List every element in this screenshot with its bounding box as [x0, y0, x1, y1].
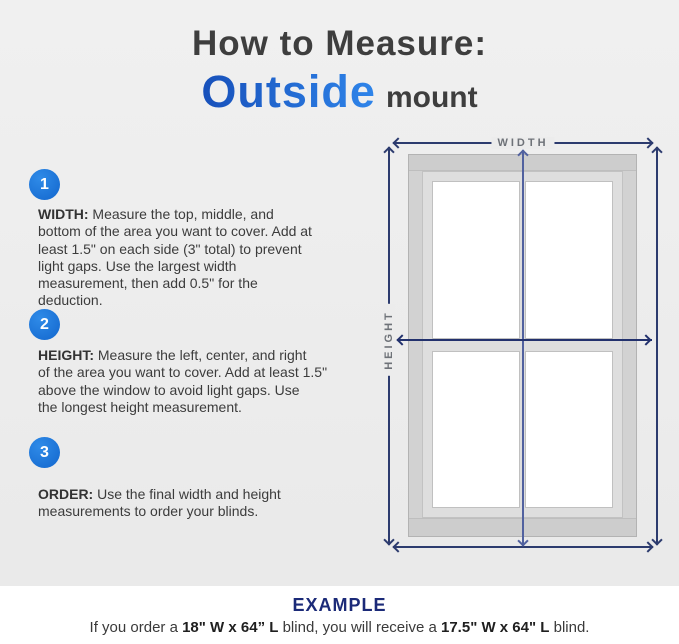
step-2-line	[38, 347, 390, 364]
step-1-line: bottom of the area you want to cover. Add at	[38, 223, 312, 240]
step-1-label: WIDTH:	[38, 206, 89, 222]
step-1-badge	[29, 169, 60, 200]
step-2-number: 2	[40, 315, 49, 333]
step-1-number: 1	[40, 175, 49, 193]
title-block	[0, 24, 679, 118]
step-1-line: measurement, then add 0.5" for the	[38, 275, 258, 292]
step-2-line-rest: Measure the left, center, and right	[94, 347, 307, 363]
step-2-text	[38, 347, 390, 416]
arrowhead-down-icon	[517, 535, 528, 546]
example-ordered-size: 18" W x 64” L	[182, 619, 279, 636]
arrowhead-right-icon	[640, 334, 651, 345]
step-3-line: measurements to order your blinds.	[38, 503, 259, 520]
page-title: How to Measure:	[191, 24, 488, 63]
example-received-size: 17.5" W x 64" L	[441, 619, 550, 636]
arrowhead-up-icon	[383, 146, 394, 157]
example-sentence	[0, 619, 679, 636]
step-2-line: of the area you want to cover. Add at least 1.5"	[38, 364, 328, 381]
example-middle: blind, you will receive a	[278, 619, 441, 636]
arrowhead-down-icon	[383, 534, 394, 545]
center-horizontal-measure-line	[397, 339, 652, 341]
example-prefix: If you order a	[89, 619, 183, 636]
width-label: WIDTH	[491, 137, 554, 149]
arrowhead-down-icon	[651, 534, 662, 545]
title-mount-word: mount	[385, 81, 478, 114]
height-dimension-line-right	[656, 147, 658, 545]
step-1-text	[38, 206, 390, 310]
window-pane	[432, 351, 520, 509]
window-pane	[525, 181, 613, 339]
step-1-line: least 1.5" on each side (3" total) to prevent	[38, 240, 302, 257]
step-3-number: 3	[40, 443, 49, 461]
arrowhead-left-icon	[392, 541, 403, 552]
step-1-line	[38, 206, 390, 223]
step-2-badge	[29, 309, 60, 340]
arrowhead-left-icon	[396, 334, 407, 345]
step-3-line-rest: Use the final width and height	[93, 486, 281, 502]
window-pane	[432, 181, 520, 339]
center-vertical-measure-line	[522, 150, 524, 546]
height-label: HEIGHT	[383, 304, 395, 376]
example-suffix: blind.	[549, 619, 590, 636]
arrowhead-left-icon	[392, 137, 403, 148]
example-footer	[0, 586, 679, 644]
step-1-line-rest: Measure the top, middle, and	[88, 206, 274, 222]
step-2-line: above the window to avoid light gaps. Use	[38, 381, 300, 398]
step-2-line: the longest height measurement.	[38, 398, 242, 415]
arrowhead-right-icon	[642, 137, 653, 148]
step-1-line: light gaps. Use the largest width	[38, 257, 237, 274]
step-2-label: HEIGHT:	[38, 347, 94, 363]
window-pane	[525, 351, 613, 509]
arrowhead-right-icon	[642, 541, 653, 552]
arrowhead-up-icon	[651, 146, 662, 157]
page-subtitle	[0, 66, 679, 118]
step-3-line	[38, 486, 390, 503]
step-1-line: deduction.	[38, 292, 103, 309]
step-3-badge	[29, 437, 60, 468]
example-heading: EXAMPLE	[292, 595, 387, 615]
step-3-label: ORDER:	[38, 486, 94, 502]
step-3-text	[38, 486, 390, 521]
title-mount-type: Outside	[201, 66, 376, 117]
